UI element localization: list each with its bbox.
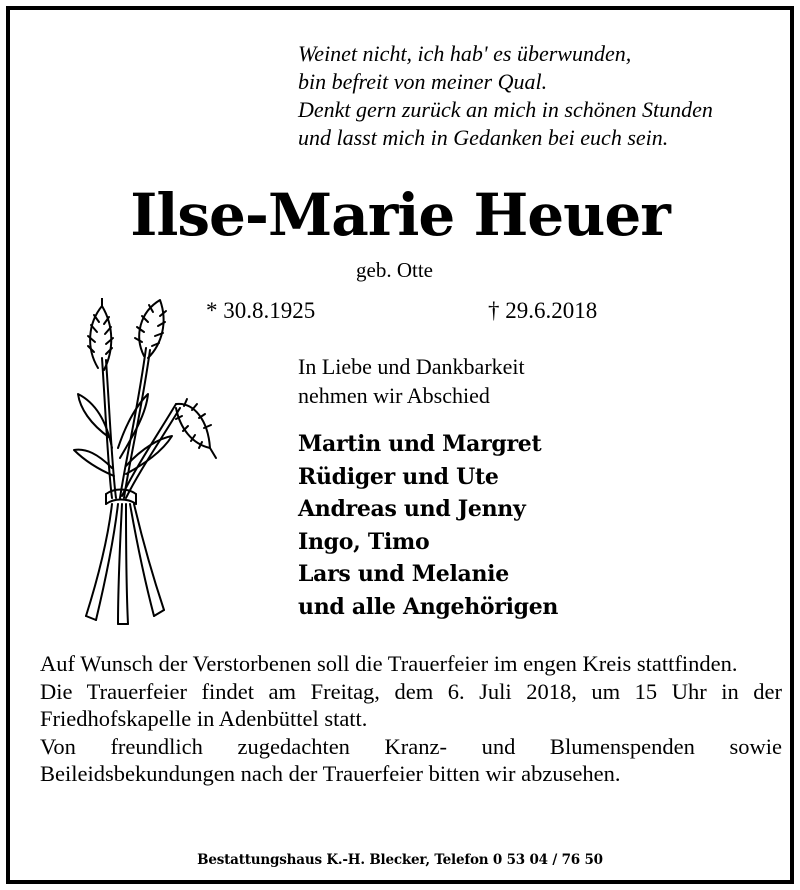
mourner-entry: Rüdiger und Ute <box>298 463 499 490</box>
birth-date: * 30.8.1925 <box>206 298 316 323</box>
farewell-line: In Liebe und Dankbarkeit <box>298 354 525 379</box>
mourner-entry: Martin und Margret <box>298 431 542 457</box>
death-date: † 29.6.2018 <box>488 298 598 323</box>
notice-paragraph: Von freundlich zugedachten Kranz- und Blumenspenden sowie Beileidsbekundungen nach der Trauerfeier bitten wir abzusehen. <box>40 733 782 786</box>
deceased-name: Ilse-Marie Heuer <box>130 181 670 249</box>
mourner-entry: Andreas und Jenny <box>298 496 526 522</box>
ceremony-notice <box>40 650 782 788</box>
notice-paragraph: Die Trauerfeier findet am Freitag, dem 6. Juli 2018, um 15 Uhr in der Friedhofskapelle in Adenbüttel statt. <box>40 678 782 731</box>
wheat-bundle-icon <box>68 298 228 628</box>
poem-line: und lasst mich in Gedanken bei euch sein. <box>298 125 669 150</box>
farewell-line: nehmen wir Abschied <box>298 383 490 408</box>
mourner-entry: und alle Angehörigen <box>298 593 559 620</box>
poem-line: Denkt gern zurück an mich in schönen Stunden <box>298 97 713 122</box>
mourner-entry: Lars und Melanie <box>298 561 509 587</box>
maiden-name: geb. Otte <box>356 258 433 282</box>
obituary-card <box>6 6 794 884</box>
funeral-home-footer: Bestattungshaus K.-H. Blecker, Telefon 0 53 04 / 76 50 <box>197 852 603 868</box>
notice-paragraph: Auf Wunsch der Verstorbenen soll die Trauerfeier im engen Kreis stattfinden. <box>40 651 738 676</box>
poem-line: bin befreit von meiner Qual. <box>298 69 548 94</box>
mourners-list <box>298 428 558 623</box>
poem-line: Weinet nicht, ich hab' es überwunden, <box>298 41 632 66</box>
farewell-text <box>298 352 525 410</box>
poem <box>298 40 713 152</box>
mourner-entry: Ingo, Timo <box>298 528 430 555</box>
